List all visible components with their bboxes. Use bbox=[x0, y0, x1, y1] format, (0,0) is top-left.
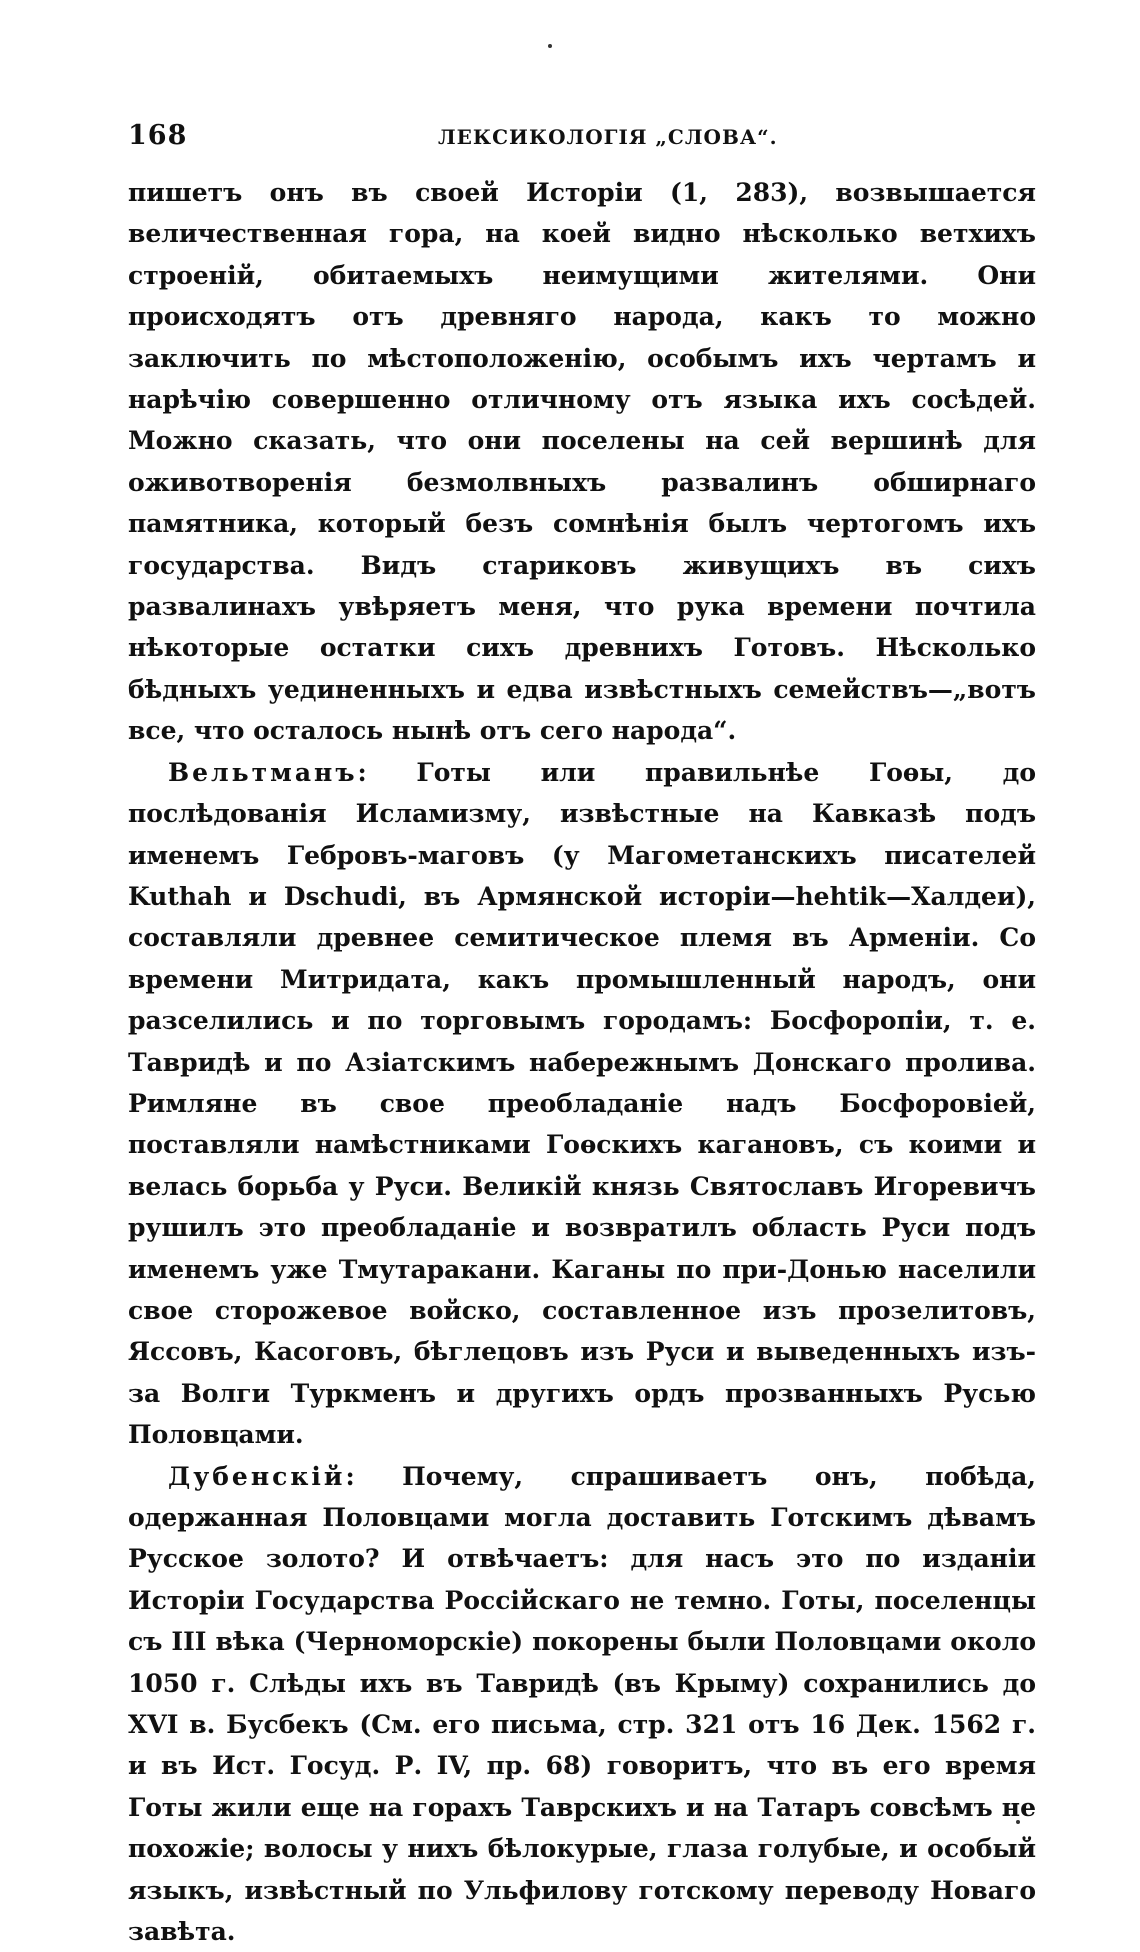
paragraph-author: Вельтманъ bbox=[168, 757, 358, 787]
paragraph-text: : Готы или правильнѣе Гоѳы, до послѣдованія Исламизму, извѣстные на Кавказѣ подъ именемъ Гебровъ-маговъ (у Магометанскихъ писателей Kuthah и Dschudi, въ Армянской исторіи—hehtik—Халдеи), составляли древнее семитическое племя въ Арменіи. Со времени Митридата, какъ промышленный народъ, они разселились и по торговымъ городамъ: Босфоропіи, т. е. Тавридѣ и по Азіатскимъ набережнымъ Донскаго пролива. Римляне въ свое преобладаніе надъ Босфоровіей, поставляли намѣстниками Гоѳскихъ кагановъ, съ коими и велась борьба у Руси. Великій князь Святославъ Игоревичъ рушилъ это преобладаніе и возвратилъ область Руси подъ именемъ уже Тмутаракани. Каганы по при-Донью населили свое сторожевое войско, составленное изъ прозелитовъ, Яссовъ, Касоговъ, бѣглецовъ изъ Руси и выведенныхъ изъ-за Волги Туркменъ и другихъ ордъ прозванныхъ Русью Половцами. bbox=[128, 757, 1036, 1450]
paragraph-author: Дубенскій bbox=[168, 1461, 346, 1491]
paragraph-quote-continuation bbox=[128, 172, 1036, 752]
running-head: ЛЕКСИКОЛОГІЯ „СЛОВА“. bbox=[438, 125, 778, 149]
paragraph-text: пишетъ онъ въ своей Исторіи (1, 283), возвышается величественная гора, на коей видно нѣсколько ветхихъ строеній, обитаемыхъ неимущими жителями. Они происходятъ отъ древняго народа, какъ то можно заключить по мѣстоположенію, особымъ ихъ чертамъ и нарѣчію совершенно отличному отъ языка ихъ сосѣдей. Можно сказать, что они поселены на сей вершинѣ для оживотворенія безмолвныхъ развалинъ обширнаго памятника, который безъ сомнѣнія былъ чертогомъ ихъ государства. Видъ стариковъ живущихъ въ сихъ развалинахъ увѣряетъ меня, что рука времени почтила нѣкоторые остатки сихъ древнихъ Готовъ. Нѣсколько бѣдныхъ уединенныхъ и едва извѣстныхъ семействъ—„вотъ все, что осталось нынѣ отъ сего народа“. bbox=[128, 178, 1036, 746]
paragraph-dubensky bbox=[128, 1456, 1036, 1952]
page-number: 168 bbox=[128, 120, 188, 151]
print-speck bbox=[548, 44, 552, 48]
paragraph-text: : Почему, спрашиваетъ онъ, побѣда, одержанная Половцами могла доставить Готскимъ дѣвамъ Русское золото? И отвѣчаетъ: для насъ это по изданіи Исторіи Государства Россійскаго не темно. Готы, поселенцы съ III вѣка (Черноморскіе) покорены были Половцами около 1050 г. Слѣды ихъ въ Тавридѣ (въ Крыму) сохранились до XVI в. Бусбекъ (См. его письма, стр. 321 отъ 16 Дек. 1562 г. и въ Ист. Госуд. Р. IV, пр. 68) говоритъ, что въ его время Готы жили еще на горахъ Таврскихъ и на Татаръ совсѣмъ не похожіе; волосы у нихъ бѣлокурые, глаза голубые, и особый языкъ, извѣстный по Ульфилову готскому переводу Новаго завѣта. bbox=[128, 1461, 1036, 1947]
paragraph-veltman bbox=[128, 752, 1036, 1456]
page-header bbox=[128, 120, 1036, 160]
body-text bbox=[128, 172, 1036, 1952]
